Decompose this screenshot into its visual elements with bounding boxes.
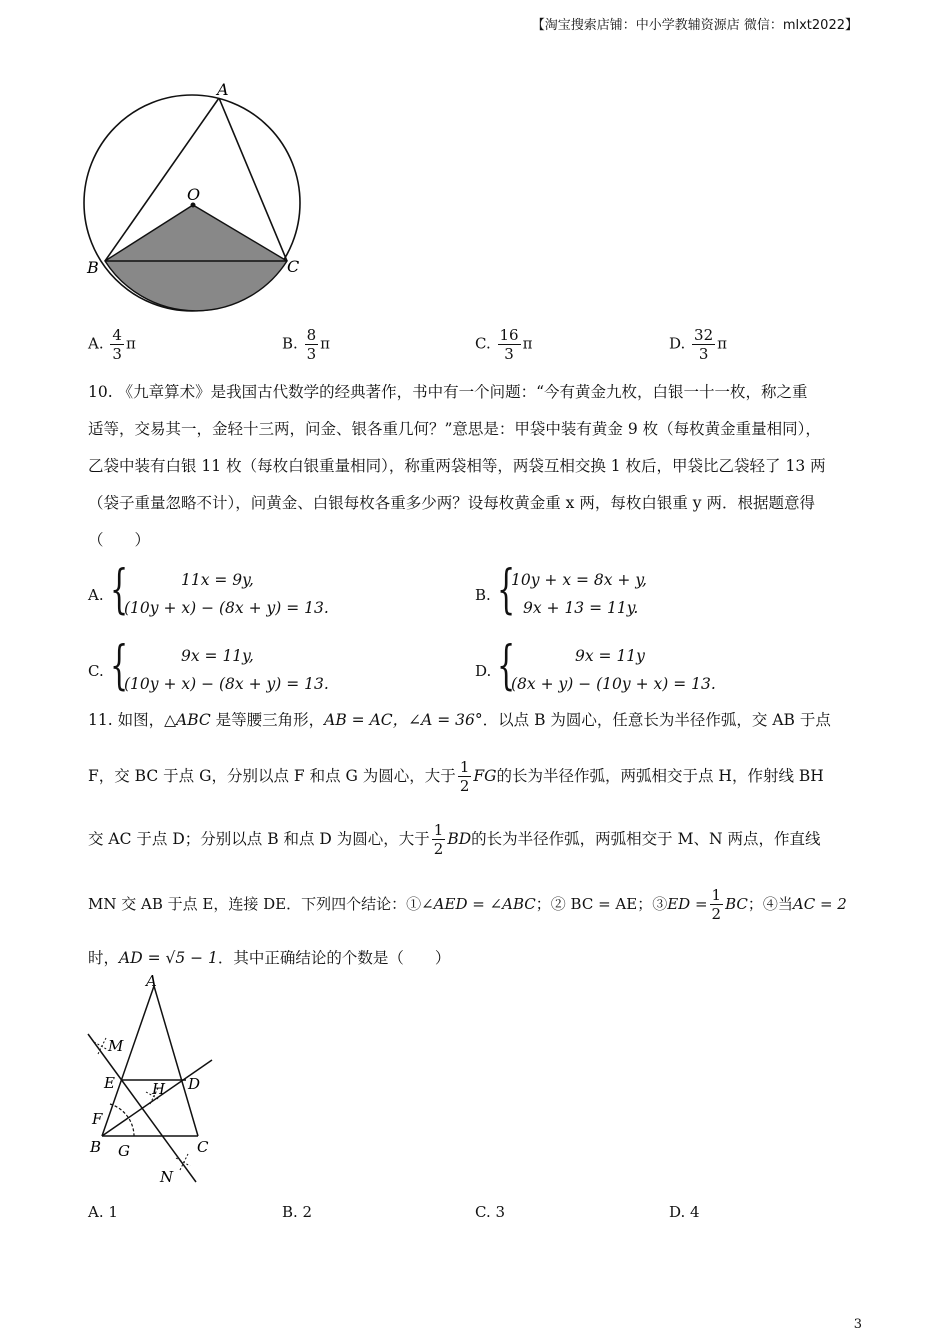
label-c: C [287, 257, 300, 276]
page-header: 【淘宝搜索店铺：中小学教辅资源店 微信：mlxt2022】 [531, 18, 858, 33]
label-e: E [104, 1074, 115, 1092]
label-o: O [187, 185, 201, 204]
label-a: A [217, 80, 229, 99]
q11-stem: 11. 如图，△ABC 是等腰三角形，AB = AC，∠A = 36°．以点 B 为圆心，任意长为半径作弧，交 AB 于点 F，交 BC 于点 G，分别以点 F 和点 G 为圆心，大于 $\frac{1}{2}$ FG 的长为半径作弧，两弧相交于点 H，作射线 BH 交 AC 于点 D；分别以点 B 和点 D 为圆心，大于 $\frac{1}{2}$ BD 的长为半径作弧，两弧相交于 M、N 两点，作直线 MN 交 AB 于点 E，连接 DE．下列四个结论：① ∠AED = ∠ABC ；② BC = AE；③ ED = $\frac{1}{2}$ BC ；④当 AC = 2 时， AD = √5 − 1 ．其中正确结论的个数是（ ） [88, 711, 847, 967]
circle-triangle-figure [80, 78, 320, 318]
label-b: B [87, 258, 99, 277]
triangle-construction-figure [80, 968, 230, 1193]
label-n: N [160, 1168, 174, 1186]
q10-stem: 10. 《九章算术》是我国古代数学的经典著作，书中有一个问题：“今有黄金九枚，白银一十一枚，称之重 适等，交易其一，金轻十三两，问金、银各重几何？”意思是：甲袋中装有黄金 9 枚（每枚黄金重量相同）， 乙袋中装有白银 11 枚（每枚白银重量相同），称重两袋相等，两袋互相交换 1 枚后，甲袋比乙袋轻了 13 两 （袋子重量忽略不计），问黄金、白银每枚各重多少两？设每枚黄金重 x 两，每枚白银重 y 两．根据题意得 （ ） [88, 383, 826, 549]
label-h: H [152, 1080, 166, 1098]
label-f: F [92, 1110, 103, 1128]
q11-option-c[interactable]: C. 3 [475, 1203, 506, 1221]
q9-option-a[interactable]: A. $\frac{4}{3}$ π [88, 326, 136, 363]
label-c: C [197, 1138, 209, 1156]
q9-option-b[interactable]: B. $\frac{8}{3}$ π [282, 326, 330, 363]
page-number: 3 [853, 1317, 862, 1332]
label-b: B [90, 1138, 102, 1156]
q9-option-d[interactable]: D. $\frac{32}{3}$ π [669, 326, 727, 363]
label-d: D [188, 1075, 201, 1093]
label-m: M [108, 1037, 124, 1055]
q11-option-d[interactable]: D. 4 [669, 1203, 700, 1221]
label-g: G [118, 1142, 130, 1160]
q11-option-b[interactable]: B. 2 [282, 1203, 313, 1221]
q9-option-c[interactable]: C. $\frac{16}{3}$ π [475, 326, 533, 363]
q11-option-a[interactable]: A. 1 [88, 1203, 118, 1221]
segment-ac [154, 986, 201, 1136]
label-a: A [146, 972, 157, 990]
arc-fg [110, 1104, 134, 1138]
